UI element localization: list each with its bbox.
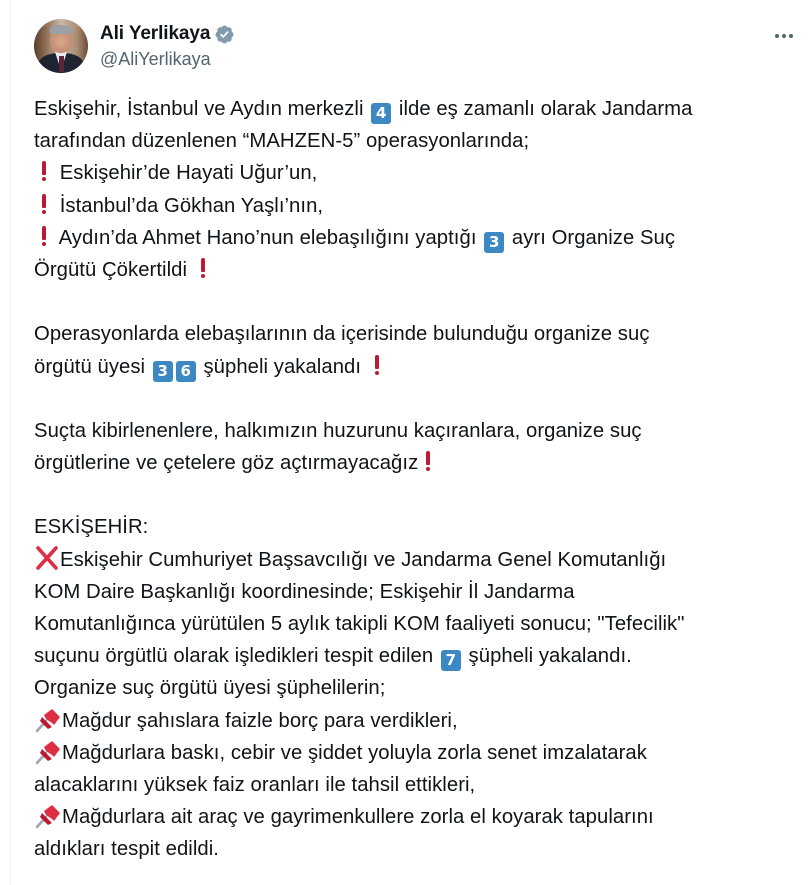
author-handle[interactable]: @AliYerlikaya xyxy=(100,49,211,69)
author-display-name[interactable]: Ali Yerlikaya xyxy=(100,23,211,44)
text-line: örgütlerine ve çetelere göz açtırmayacağız xyxy=(34,447,804,479)
text-line: Mağdurlara ait araç ve gayrimenkullere zorla el koyarak tapularını xyxy=(34,801,804,833)
pushpin-icon xyxy=(34,739,62,765)
more-dot-icon xyxy=(775,34,779,38)
red-exclamation-icon xyxy=(193,256,213,280)
keycap-digit-icon: 3 xyxy=(484,232,504,253)
cross-mark-icon xyxy=(34,546,60,570)
text-line: Organize suç örgütü üyesi şüphelilerin; xyxy=(34,677,386,700)
text-line: Örgütü Çökertildi xyxy=(34,254,804,286)
red-exclamation-icon xyxy=(418,449,438,473)
text-line: ESKİŞEHİR: xyxy=(34,516,149,539)
more-dot-icon xyxy=(782,34,786,38)
text-line: Suçta kibirlenenlere, halkımızın huzurunu kaçıranlara, organize suç xyxy=(34,419,642,442)
red-exclamation-icon xyxy=(34,159,54,183)
text-line: Mağdurlara baskı, cebir ve şiddet yoluyla zorla senet imzalatarak xyxy=(34,737,804,769)
more-dot-icon xyxy=(789,34,793,38)
text-line: suçunu örgütlü olarak işledikleri tespit edilen 7 şüpheli yakalandı. xyxy=(34,645,632,670)
tweet-text xyxy=(34,93,804,866)
text-line: örgütü üyesi 3 6 şüpheli yakalandı xyxy=(34,351,804,383)
avatar[interactable] xyxy=(34,19,88,73)
verified-badge-icon xyxy=(214,24,235,45)
text-line: Komutanlığınca yürütülen 5 aylık takipli KOM faaliyeti sonucu; "Tefecilik" xyxy=(34,613,685,635)
keycap-digit-icon: 6 xyxy=(176,361,196,382)
text-line: Mağdur şahıslara faizle borç para verdikleri, xyxy=(34,705,804,737)
text-line: aldıkları tespit edildi. xyxy=(34,838,219,861)
text-line: Eskişehir, İstanbul ve Aydın merkezli 4 ilde eş zamanlı olarak Jandarma xyxy=(34,98,693,122)
text-line: İstanbul’da Gökhan Yaşlı’nın, xyxy=(34,190,804,222)
tweet-card xyxy=(10,0,811,885)
text-line: tarafından düzenlenen “MAHZEN-5” operasyonlarında; xyxy=(34,130,530,153)
keycap-digit-icon: 7 xyxy=(441,650,461,671)
tweet-header xyxy=(34,19,811,75)
text-line: alacaklarını yüksek faiz oranları ile tahsil ettikleri, xyxy=(34,773,476,796)
keycap-digit-icon: 4 xyxy=(371,103,391,124)
keycap-digit-icon: 3 xyxy=(153,361,173,382)
red-exclamation-icon xyxy=(34,192,54,216)
author-info xyxy=(100,19,235,70)
red-exclamation-icon xyxy=(34,224,54,248)
red-exclamation-icon xyxy=(367,353,387,377)
text-line: Aydın’da Ahmet Hano’nun elebaşılığını yaptığı 3 ayrı Organize Suç xyxy=(34,222,804,254)
pushpin-icon xyxy=(34,803,62,829)
text-line: Operasyonlarda elebaşılarının da içerisinde bulunduğu organize suç xyxy=(34,323,650,346)
text-line: KOM Daire Başkanlığı koordinesinde; Eskişehir İl Jandarma xyxy=(34,580,575,603)
text-line: Eskişehir Cumhuriyet Başsavcılığı ve Jandarma Genel Komutanlığı xyxy=(34,544,804,576)
text-line: Eskişehir’de Hayati Uğur’un, xyxy=(34,157,804,189)
pushpin-icon xyxy=(34,707,62,733)
more-options-button[interactable] xyxy=(767,26,801,46)
